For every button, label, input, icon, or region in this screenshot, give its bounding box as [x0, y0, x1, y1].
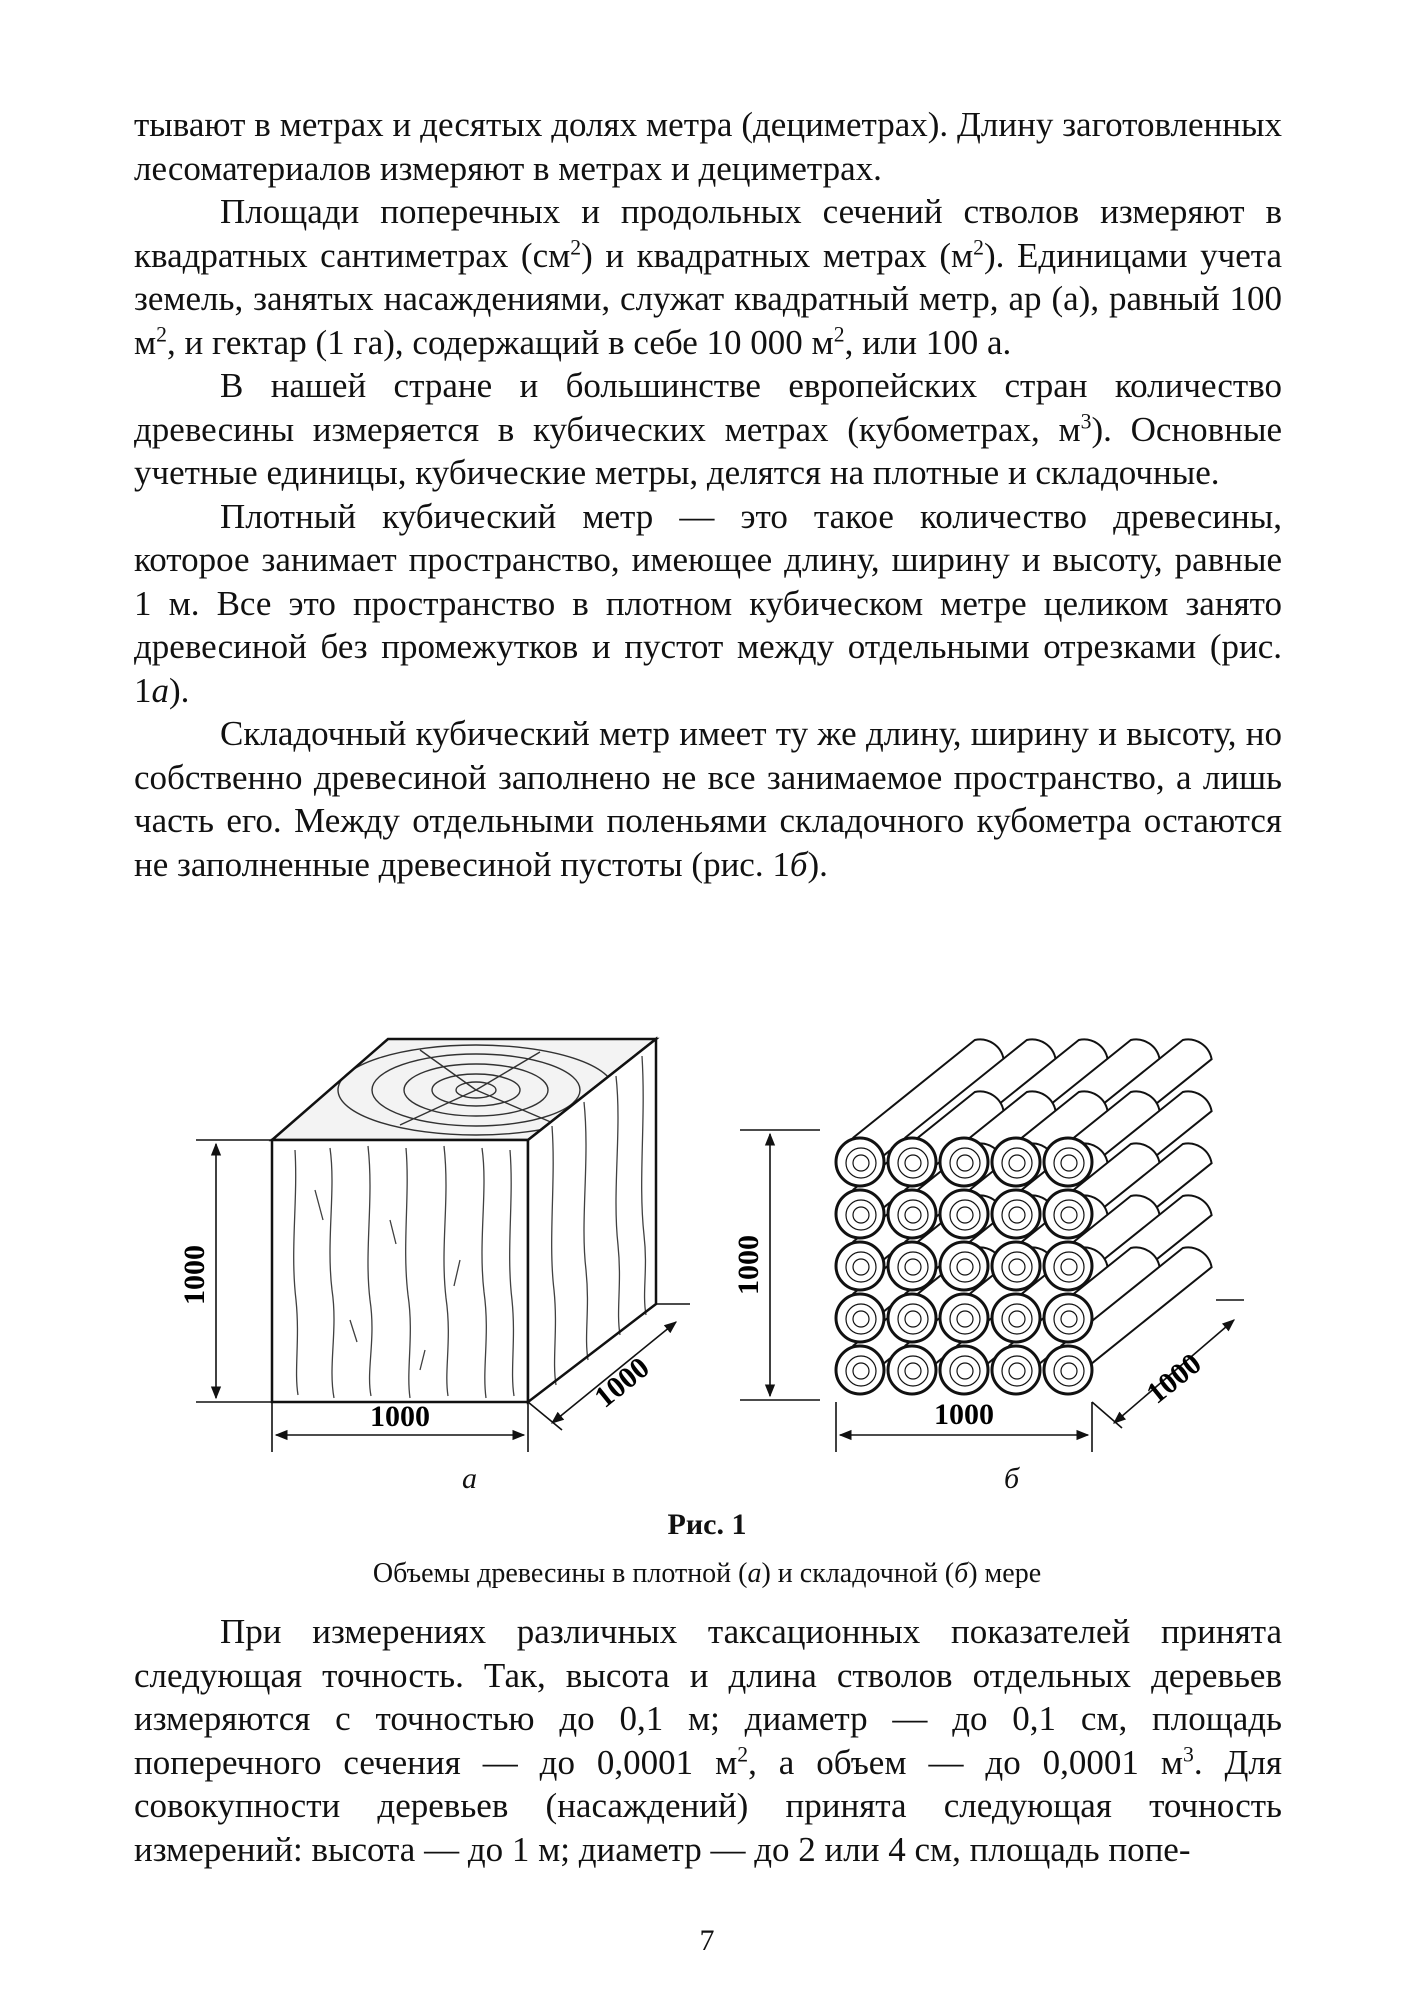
paragraph [134, 103, 1282, 190]
superscript: 2 [737, 1741, 749, 1766]
paragraph-text: ). Единицами учета земель, занятых насаждениями, служат квадратный метр, ар (а), равный 100 м [134, 235, 1282, 362]
superscript: 2 [570, 234, 582, 259]
left-height-label: 1000 [178, 1245, 211, 1305]
log-end [992, 1242, 1040, 1290]
paragraph-text: Складочный кубический метр имеет ту же длину, ширину и высоту, но собственно древесиной заполнено не все занимаемое пространство, а лишь часть его. Между отдельными поленьями складочного кубометра остаются не заполненные древесиной пустоты (рис. 1 [134, 714, 1282, 884]
paragraph [134, 364, 1282, 495]
paragraph [134, 190, 1282, 364]
superscript: 3 [1183, 1741, 1194, 1766]
log-end [888, 1190, 936, 1238]
figure-caption [0, 1558, 1414, 1590]
paragraph-text: , а объем — до 0,0001 м [748, 1742, 1183, 1782]
log-end [888, 1138, 936, 1186]
paragraph-text: , и гектар (1 га), содержащий в себе 10 000 м [167, 322, 834, 362]
paragraph-text: ). Основные учетные единицы, кубические метры, делятся на плотные и складочные. [134, 409, 1282, 492]
superscript: 3 [1080, 408, 1092, 433]
paragraph-text: ). [807, 844, 828, 884]
log-end [1044, 1242, 1092, 1290]
figure-number: Рис. 1 [667, 1508, 747, 1541]
body-text-bottom [134, 1610, 1282, 1871]
log-end [940, 1294, 988, 1342]
paragraph-text: В нашей стране и большинстве европейских стран количество древесины измеряется в кубических метрах (кубометрах, м [134, 366, 1282, 449]
log-end [940, 1190, 988, 1238]
log-end [836, 1242, 884, 1290]
log-end [992, 1138, 1040, 1186]
paragraph [134, 495, 1282, 713]
paragraph-text: Плотный кубический метр — это такое количество древесины, которое занимает пространство, имеющее длину, ширину и высоту, равные 1 м. Все это пространство в плотном кубическом метре целиком занято древесиной без промежутков и пустот между отдельными отрезками (рис. 1 [134, 496, 1282, 710]
log-end [1044, 1138, 1092, 1186]
log-end [836, 1190, 884, 1238]
caption-text: ) мере [968, 1558, 1042, 1589]
left-depth-label: 1000 [588, 1350, 656, 1415]
paragraph-text: Площади поперечных и продольных сечений стволов измеряют в квадратных сантиметрах (см [134, 192, 1282, 275]
log-end [940, 1346, 988, 1394]
paragraph [134, 712, 1282, 886]
log-end [836, 1138, 884, 1186]
italic-letter: б [954, 1558, 969, 1589]
paragraph-text: При измерениях различных таксационных показателей принята следующая точность. Так, высота и длина стволов отдельных деревьев измеряются с точностью до 0,1 м; диаметр — до 0,1 см, площадь поперечного сечения — до 0,0001 м [134, 1612, 1282, 1782]
log-end [940, 1242, 988, 1290]
solid-cube-drawing [272, 1039, 656, 1402]
log-end [992, 1190, 1040, 1238]
right-height-label: 1000 [732, 1235, 765, 1295]
body-text-top [134, 103, 1282, 886]
log-end [836, 1346, 884, 1394]
figure-letter-b: б [1004, 1462, 1020, 1495]
caption-text: Объемы древесины в плотной ( [372, 1558, 748, 1589]
log-end [1044, 1190, 1092, 1238]
paragraph [134, 1610, 1282, 1871]
log-end [888, 1242, 936, 1290]
left-width-label: 1000 [370, 1400, 430, 1433]
caption-text: ) и складочной ( [761, 1558, 955, 1589]
log-end [992, 1294, 1040, 1342]
log-end [1044, 1346, 1092, 1394]
page-number: 7 [699, 1924, 715, 1957]
superscript: 2 [833, 321, 845, 346]
log-end [940, 1138, 988, 1186]
figure-1 [170, 1030, 1244, 1460]
superscript: 2 [973, 234, 985, 259]
superscript: 2 [156, 321, 167, 346]
paragraph-text: , или 100 а. [844, 322, 1012, 362]
log-end [992, 1346, 1040, 1394]
paragraph-text: . Для совокупности деревьев (насаждений) принята следующая точность измерений: высота — до 1 м; диаметр — до 2 или 4 см, площадь попе- [134, 1742, 1282, 1869]
log-end [836, 1294, 884, 1342]
paragraph-text: ). [169, 670, 190, 710]
paragraph-text: тывают в метрах и десятых долях метра (дециметрах). Длину заготовленных лесоматериалов измеряют в метрах и дециметрах. [134, 105, 1282, 188]
log-end [888, 1346, 936, 1394]
stacked-logs-drawing [836, 1039, 1212, 1394]
figure-illustration [170, 1030, 1244, 1460]
right-width-label: 1000 [934, 1398, 994, 1431]
italic-letter: а [151, 670, 169, 710]
right-depth-label: 1000 [1140, 1346, 1208, 1411]
figure-letter-a: а [462, 1462, 477, 1495]
paragraph-text: ) и квадратных метрах (м [581, 235, 974, 275]
italic-letter: б [789, 844, 808, 884]
log-end [1044, 1294, 1092, 1342]
log-end [888, 1294, 936, 1342]
italic-letter: а [747, 1558, 762, 1589]
